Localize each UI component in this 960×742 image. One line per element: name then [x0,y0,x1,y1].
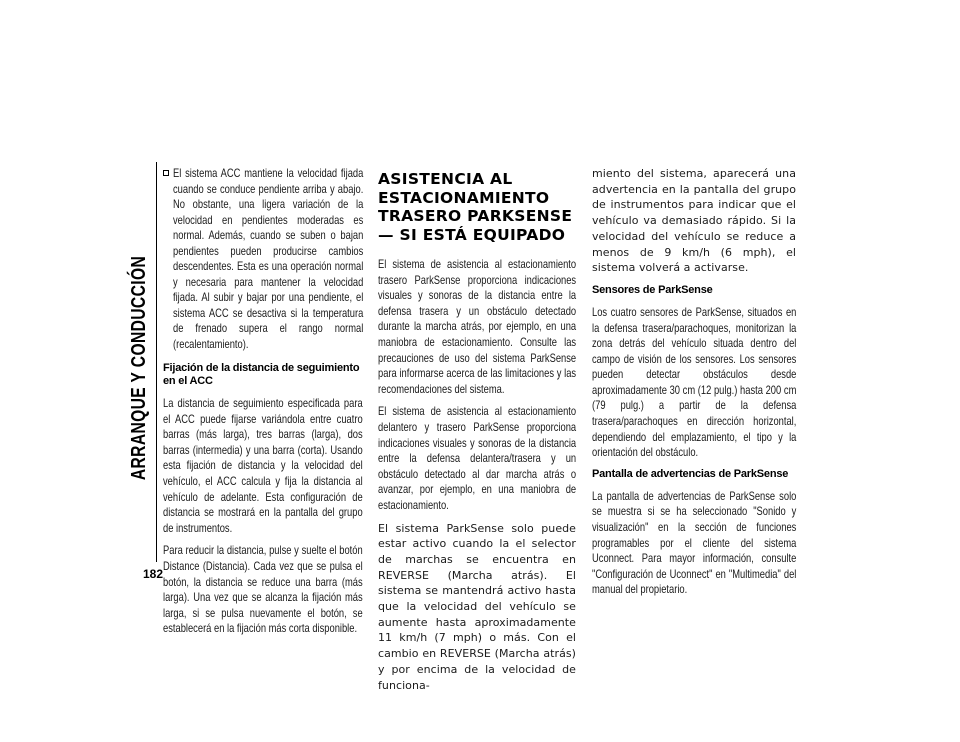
section-heading: ASISTENCIA AL ESTACIONAMIENTO TRASERO PARKSENSE — SI ESTÁ EQUIPADO [378,170,573,244]
paragraph: Los cuatro sensores de ParkSense, situados en la defensa trasera/parachoques, monitorizan la zona detrás del vehículo situada dentro del campo de visión de los sensores. Los sensores pueden detectar obstáculos desde aproximadamente 30 cm (12 pulg.) hasta 200 cm (79 pulg.) a partir de la defensa trasera/parachoques en dirección horizontal, dependiendo del emplazamiento, el tipo y la orientación del obstáculo. [592,304,797,460]
paragraph: El sistema de asistencia al estacionamiento delantero y trasero ParkSense proporciona indicaciones visuales y sonoras de la distancia entre la defensa delantera/trasera y un obstáculo detectado al dar marcha atrás o avanzar, por ejemplo, en una maniobra de estacionamiento. [378,404,577,512]
paragraph: La distancia de seguimiento especificada para el ACC puede fijarse variándola entre cuatro barras (más larga), tres barras (larga), dos barras (intermedia) y una barra (corta). Usando esta fijación de distancia y la velocidad del vehículo, el ACC calcula y fija la distancia al vehículo de adelante. Esta configuración de distancia se mostrará en la pantalla del grupo de instrumentos. [163,396,363,535]
subheading-distance-setting: Fijación de la distancia de seguimiento en el ACC [163,362,360,387]
column-middle [378,166,576,701]
paragraph: La pantalla de advertencias de ParkSense solo se muestra si se ha seleccionado "Sonido y visualización" en la sección de funciones programables por el cliente del sistema Uconnect. Para mayor información, consulte "Configuración de Uconnect" en "Multimedia" del manual del propietario. [592,488,797,597]
paragraph: Para reducir la distancia, pulse y suelte el botón Distance (Distancia). Cada vez que se pulsa el botón, la distancia se reduce una barra (más larga). Una vez que se alcanza la fijación más larga, si se pulsa nuevamente el botón, se establecerá en la fijación más corta disponible. [163,543,363,636]
square-bullet-icon [163,170,169,176]
bullet-item [163,166,363,352]
paragraph: El sistema de asistencia al estacionamiento trasero ParkSense proporciona indicaciones visuales y sonoras de la distancia entre la defensa trasera y un obstáculo detectado durante la marcha atrás, por ejemplo, en una maniobra de estacionamiento. Consulte las precauciones de uso del sistema ParkSense para informarse acerca de las limitaciones y las recomendaciones del sistema. [378,257,577,396]
section-side-title: ARRANQUE Y CONDUCCIÓN [128,255,150,481]
page-number: 182 [143,567,164,581]
subheading-warning-display: Pantalla de advertencias de ParkSense [592,467,789,480]
vertical-rule [156,162,157,562]
paragraph-large: miento del sistema, aparecerá una advertencia en la pantalla del grupo de instrumentos para indicar que el vehículo va demasiado rápido. Si la velocidad del vehículo se reduce a menos de 9 km/h (6 mph), el sistema volverá a activarse. [592,167,796,275]
bullet-text: El sistema ACC mantiene la velocidad fijada cuando se conduce pendiente arriba y abajo. No obstante, una ligera variación de la velocidad en pendientes moderadas es normal. Además, cuando se suben o bajan pendientes pueden producirse cambios descendentes. Esta es una operación normal y necesaria para mantener la velocidad fijada. Al subir y bajar por una pendiente, el sistema ACC se desactiva si la temperatura de frenado supera el rango normal (recalentamiento). [173,166,364,351]
column-left [163,166,363,644]
column-right [592,166,796,605]
paragraph-large: El sistema ParkSense solo puede estar activo cuando la el selector de marchas se encuentra en REVERSE (Marcha atrás). El sistema se mantendrá activo hasta que la velocidad del vehículo se aumente hasta aproximadamente 11 km/h (7 mph) o más. Con el cambio en REVERSE (Marcha atrás) y por encima de la velocidad de funciona- [378,521,576,692]
subheading-sensors: Sensores de ParkSense [592,283,713,296]
